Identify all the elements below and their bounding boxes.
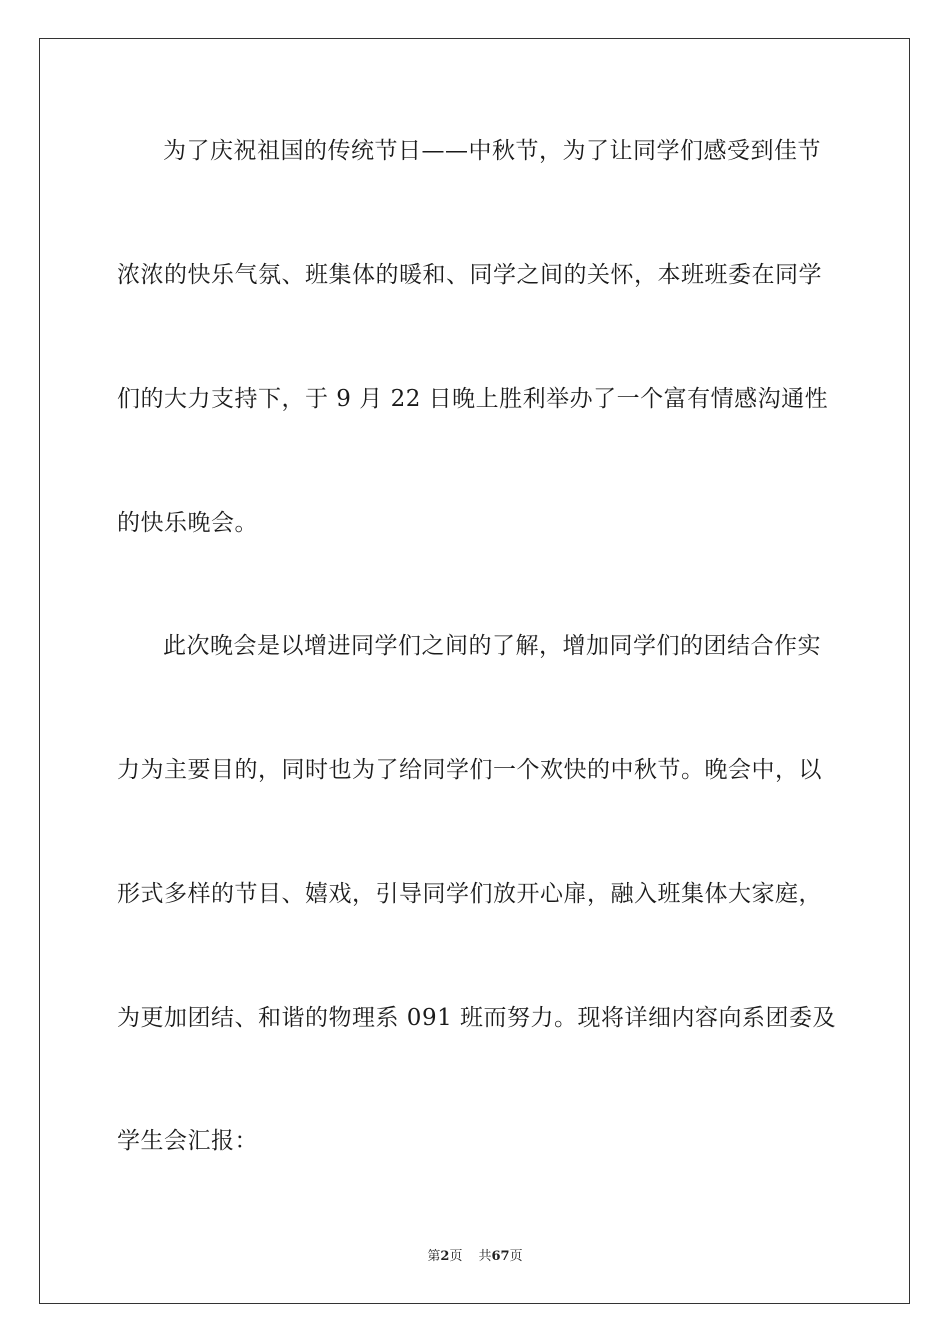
page-footer [0, 1249, 950, 1265]
page-suffix: 页 [449, 1249, 463, 1264]
paragraph-2-line-1: 此次晚会是以增进同学们之间的了解，增加同学们的团结合作实 [163, 633, 821, 659]
paragraph-1-line-3: 们的大力支持下，于 9 月 22 日晚上胜利举办了一个富有情感沟通性 [117, 386, 829, 412]
paragraph-1-line-2: 浓浓的快乐气氛、班集体的暖和、同学之间的关怀，本班班委在同学 [117, 262, 822, 288]
total-prefix: 共 [478, 1249, 492, 1264]
total-pages: 67 [491, 1249, 510, 1264]
page-number: 2 [440, 1249, 450, 1264]
paragraph-2-line-3: 形式多样的节目、嬉戏，引导同学们放开心扉，融入班集体大家庭， [117, 881, 822, 907]
total-suffix: 页 [509, 1249, 523, 1264]
paragraph-2-line-2: 力为主要目的，同时也为了给同学们一个欢快的中秋节。晚会中，以 [117, 757, 822, 783]
page-border [39, 38, 910, 1304]
page-prefix: 第 [427, 1249, 441, 1264]
paragraph-2-line-5: 学生会汇报： [117, 1128, 258, 1154]
paragraph-1-line-4: 的快乐晚会。 [117, 510, 258, 536]
paragraph-1-line-1: 为了庆祝祖国的传统节日——中秋节，为了让同学们感受到佳节 [163, 138, 821, 164]
paragraph-2-line-4: 为更加团结、和谐的物理系 091 班而努力。现将详细内容向系团委及 [117, 1005, 837, 1031]
